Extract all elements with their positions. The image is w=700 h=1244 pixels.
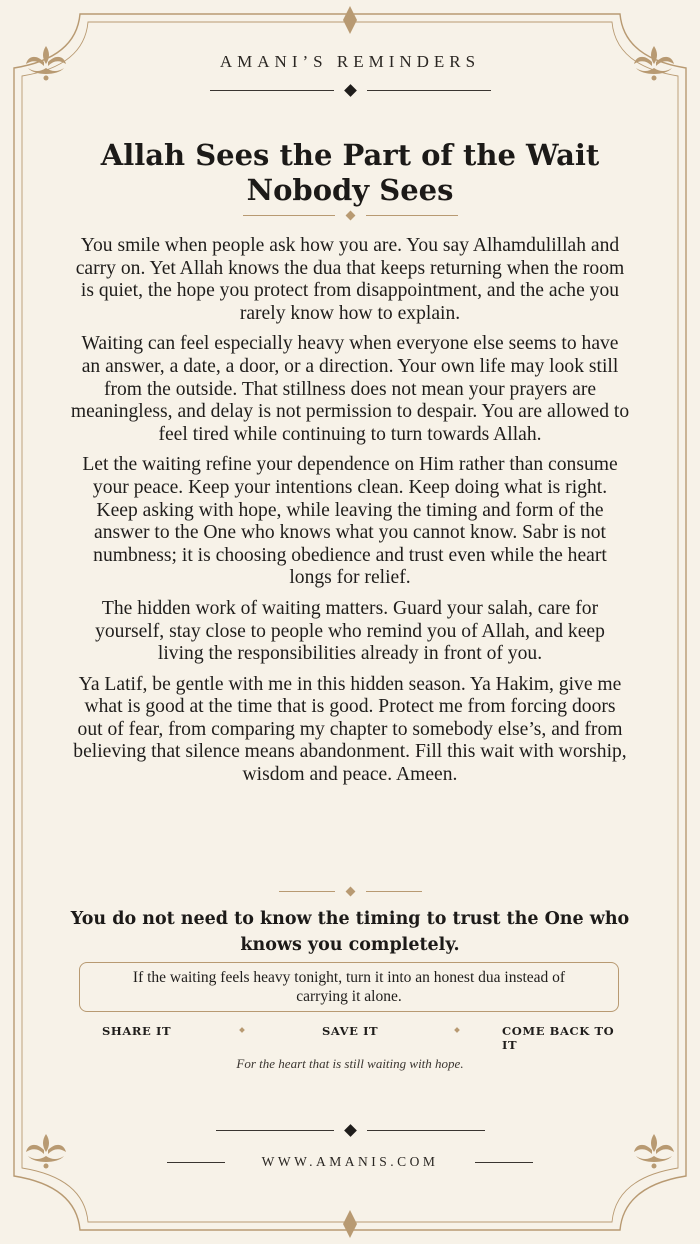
page-title — [60, 138, 640, 208]
dua-paragraph: Ya Latif, be gentle with me in this hidden season. Ya Hakim, give me what is good at the time that is good. Protect me from forcing doors out of fear, from comparing my chapter to somebody else’s, and from believing that silence means abandonment. Fill this wait with worship, wisdom and peace. Ameen. — [73, 673, 627, 786]
footer-divider — [0, 1126, 700, 1135]
share-button[interactable]: SHARE IT — [102, 1024, 172, 1038]
header-divider — [0, 86, 700, 95]
diamond-separator-icon — [454, 1027, 460, 1033]
tagline: For the heart that is still waiting with hope. — [236, 1056, 464, 1071]
diamond-ornament-icon — [345, 887, 355, 897]
paragraph: You smile when people ask how you are. You say Alhamdulillah and carry on. Yet Allah knows the dua that keeps returning when the room is quiet, the hope you protect from disappointment, and the ache you rarely know how to explain. — [75, 235, 625, 324]
note-box — [79, 962, 619, 1012]
body-divider — [0, 888, 700, 895]
diamond-ornament-icon — [344, 84, 357, 97]
website-link[interactable]: WWW.AMANIS.COM — [261, 1154, 439, 1169]
brand-title: AMANI’S REMINDERS — [219, 52, 481, 71]
action-row — [100, 1024, 630, 1052]
title-divider — [0, 212, 700, 219]
paragraph: Let the waiting refine your dependence on Him rather than consume your peace. Keep your intentions clean. Keep doing what is right. Keep asking with hope, while leaving the timing and form of the answer to the One who knows what you cannot know. Sabr is not numbness; it is choosing obedience and trust even while the heart longs for relief. — [82, 454, 618, 589]
paragraph: The hidden work of waiting matters. Guard your salah, care for yourself, stay close to people who remind you of Allah, and keep living the responsibilities already in front of you. — [95, 597, 605, 665]
diamond-separator-icon — [239, 1027, 245, 1033]
closing-statement: You do not need to know the timing to trust the One who knows you completely. — [70, 909, 630, 955]
note-text: If the waiting feels heavy tonight, turn it into an honest dua instead of carrying it alone. — [132, 969, 566, 1005]
save-button[interactable]: SAVE IT — [322, 1024, 379, 1038]
diamond-ornament-icon — [344, 1124, 357, 1137]
come-back-button[interactable]: COME BACK TO IT — [502, 1024, 615, 1052]
diamond-ornament-icon — [345, 211, 355, 221]
title-line-2: Nobody Sees — [246, 173, 454, 207]
paragraph: Waiting can feel especially heavy when everyone else seems to have an answer, a date, a door, or a direction. Your own life may look still from the outside. That stillness does not mean your prayers are meaningless, and delay is not permission to despair. You are allowed to feel tired while continuing to turn towards Allah. — [70, 333, 630, 445]
title-line-1: Allah Sees the Part of the Wait — [100, 138, 600, 172]
article-body — [70, 235, 630, 795]
